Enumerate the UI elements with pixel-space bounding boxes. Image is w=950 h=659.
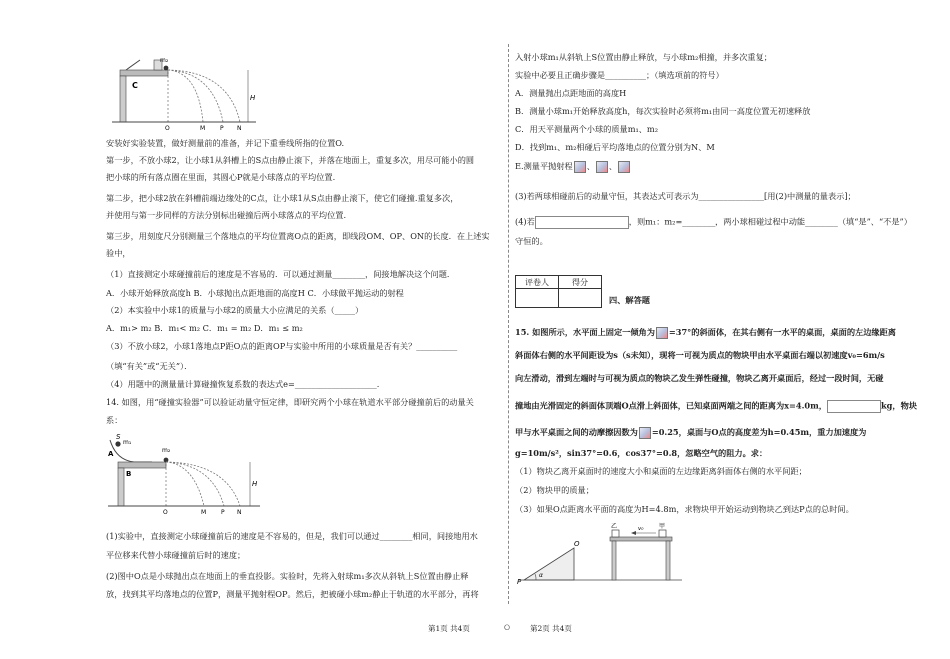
right-line-3: B．测量小球m₁开始释放高度h，每次实验时必须将m₁由同一高度位置无初速释放 bbox=[515, 106, 811, 116]
grader-header-reviewer: 评卷人 bbox=[516, 276, 559, 289]
q15-line-2: 向左滑动，滑到左端时与可视为质点的物块乙发生弹性碰撞，物块乙离开桌面后，经过一段时间，无碰 bbox=[515, 373, 884, 383]
fig-top-label-c: C bbox=[132, 81, 138, 90]
left-line-7: （1）直接测定小球碰撞前后的速度是不容易的．可以通过测量________，间接地解决这个问题． bbox=[106, 269, 456, 279]
mu-formula-icon bbox=[639, 427, 651, 439]
footer-page-separator: ⭘ bbox=[504, 623, 510, 632]
collision-apparatus-figure-q14 bbox=[104, 430, 264, 516]
grader-cell-score[interactable] bbox=[559, 289, 602, 308]
left-line-9: （2）本实验中小球1的质量与小球2的质量大小应满足的关系（_____） bbox=[106, 305, 364, 315]
formula-image-icon bbox=[618, 161, 630, 173]
right-line-5: D．找到m₁、m₂相碰后平均落地点的位置分别为N、M bbox=[515, 142, 715, 152]
column-divider bbox=[508, 44, 509, 604]
left-line-10: A．m₁> m₂ B．m₁< m₂ C．m₁ = m₂ D．m₁ ≤ m₂ bbox=[106, 323, 303, 333]
left-line-8: A．小球开始释放高度h B．小球抛出点距地面的高度H C．小球做平抛运动的射程 bbox=[106, 288, 404, 298]
fig-top-label-o: O bbox=[165, 125, 170, 132]
left-line-15: 系： bbox=[106, 415, 123, 425]
fig-top-label-h: H bbox=[250, 94, 256, 102]
left-line-1: 第一步，不放小球2，让小球1从斜槽上的S点由静止滚下，并落在地面上，重复多次，用尽可能小的圆 bbox=[106, 155, 475, 165]
fig14-label-p: P bbox=[221, 509, 225, 516]
left-line-0: 安装好实验装置，做好测量前的准备，并记下重垂线所指的位置O. bbox=[106, 138, 345, 148]
right-line-4: C．用天平测量两个小球的质量m₁、m₂ bbox=[515, 124, 658, 134]
left-line-12: （填“有关”或“无关”）． bbox=[106, 361, 193, 371]
q15-text-3b: kg，物块 bbox=[880, 400, 917, 411]
q15-sub-1: （1）物块乙离开桌面时的速度大小和桌面的左边缘距离斜面体右侧的水平间距； bbox=[515, 466, 807, 476]
right-line-e-text: E.测量平抛射程 bbox=[515, 161, 573, 171]
left-line-11: （3）不放小球2，小球1落地点P距O点的距离OP与实验中所用的小球质量是否有关？__________ bbox=[106, 341, 458, 351]
section-title: 四、解答题 bbox=[609, 295, 650, 305]
collision-apparatus-figure-top bbox=[108, 50, 258, 132]
q15-sub-2: （2）物块甲的质量； bbox=[515, 485, 594, 495]
right-line-2: A．测量抛出点距地面的高度H bbox=[515, 88, 627, 98]
fig15-label-alpha: α bbox=[539, 572, 543, 579]
fig14-label-a: A bbox=[108, 450, 114, 458]
left-bottom-line-2: (2)图中O点是小球抛出点在地面上的垂直投影。实验时，先将入射球m₁多次从斜轨上S位置由静止释 bbox=[106, 571, 469, 581]
fig15-label-p: P bbox=[517, 578, 522, 586]
fig14-label-m1: m₁ bbox=[123, 439, 132, 446]
right-line-e: E.测量平抛射程 、 、 bbox=[515, 161, 631, 173]
fig-top-label-m2: m₂ bbox=[160, 57, 169, 64]
q15-line-0 bbox=[515, 327, 896, 339]
fig14-label-o: O bbox=[163, 509, 168, 516]
fig14-label-m: M bbox=[201, 509, 207, 516]
fig-top-label-n: N bbox=[237, 125, 242, 132]
fig15-label-v0: v₀ bbox=[638, 526, 644, 532]
right-q4-prefix: (4)若 bbox=[515, 216, 535, 227]
left-line-4: 并使用与第一步同样的方法分别标出碰撞后两小球落点的平均位置. bbox=[106, 210, 347, 220]
left-line-13: （4）用题中的测量量计算碰撞恢复系数的表达式e=____________________. bbox=[106, 379, 380, 389]
fig15-label-o: O bbox=[574, 540, 580, 548]
q15-sub-3: （3）如果O点距离水平面的高度为H=4.8m，求物块甲开始运动到物块乙到达P点的总时间。 bbox=[515, 504, 854, 514]
fig14-label-b: B bbox=[126, 470, 132, 478]
q15-text-0b: =37°的斜面体，在其右侧有一水平的桌面，桌面的左边缘距离 bbox=[668, 327, 896, 337]
fig-top-label-m: M bbox=[200, 125, 206, 132]
right-line-0: 入射小球m₁从斜轨上S位置由静止释放，与小球m₂相撞，并多次重复； bbox=[515, 52, 772, 62]
q15-text-4a: 甲与水平桌面之间的动摩擦因数为 bbox=[515, 427, 638, 437]
fig15-label-jia: 甲 bbox=[659, 523, 666, 530]
q15-line-5: g=10m/s²，sin37°=0.6，cos37°=0.8，忽略空气的阻力。求： bbox=[515, 448, 768, 458]
fig14-label-n: N bbox=[237, 509, 242, 516]
incline-table-figure-q15 bbox=[514, 520, 686, 586]
alpha-formula-icon bbox=[656, 327, 668, 339]
left-bottom-line-0: (1)实验中，直接测定小球碰撞前后的速度是不容易的，但是，我们可以通过________相同，间接地用水 bbox=[106, 531, 478, 541]
grader-header-score: 得分 bbox=[559, 276, 602, 289]
q15-text-0a: 15. 如图所示，水平面上固定一倾角为 bbox=[515, 327, 655, 337]
fig14-label-m2: m₂ bbox=[162, 447, 171, 454]
right-q4c: 守恒的。 bbox=[515, 236, 548, 246]
right-q4-rest: ，则m₁：m₂=________，两小球相碰过程中动能________（填“是”、“不是”） bbox=[628, 216, 912, 227]
fig-top-label-p: P bbox=[220, 125, 224, 132]
grader-cell-reviewer[interactable] bbox=[516, 289, 559, 308]
formula-image-icon bbox=[596, 161, 608, 173]
right-line-1: 实验中必要且正确步骤是__________；（填选项前的符号） bbox=[515, 70, 724, 80]
mass-formula-icon bbox=[827, 400, 881, 413]
formula-image-icon bbox=[535, 216, 629, 229]
footer-page-left: 第1页 共4页 bbox=[428, 624, 470, 633]
fig14-label-h: H bbox=[252, 480, 258, 488]
left-line-14: 14. 如图，用“碰撞实验器”可以验证动量守恒定律，即研究两个小球在轨道水平部分碰撞前后的动量关 bbox=[106, 397, 474, 407]
left-line-2: 把小球的所有落点圈在里面，其圆心P就是小球落点的平均位置. bbox=[106, 172, 336, 182]
left-bottom-line-3: 放，找到其平均落地点的位置P，测量平抛射程OP。然后，把被碰小球m₂静止于轨道的水平部分，再将 bbox=[106, 589, 479, 599]
fig14-label-s: S bbox=[116, 433, 121, 441]
left-bottom-line-1: 平位移来代替小球碰撞前后时的速度； bbox=[106, 550, 246, 560]
q15-text-3a: 撞地由光滑固定的斜面体顶端O点滑上斜面体，已知桌面两端之间的距离为x=4.0m， bbox=[515, 400, 827, 411]
right-q3: (3)若两球相碰前后的动量守恒，其表达式可表示为________________[用(2)中测量的量表示]； bbox=[515, 191, 856, 201]
right-q4 bbox=[515, 216, 912, 229]
q15-line-4 bbox=[515, 427, 866, 439]
q15-text-4b: =0.25，桌面与O点的高度差为h=0.45m，重力加速度为 bbox=[651, 427, 867, 437]
left-line-6: 验中， bbox=[106, 248, 131, 258]
q15-line-3 bbox=[515, 400, 917, 413]
fig15-label-yi: 乙 bbox=[611, 523, 618, 530]
grader-table bbox=[515, 275, 602, 308]
left-line-3: 第二步，把小球2放在斜槽前端边缘处的C点，让小球1从S点由静止滚下，使它们碰撞.重复多次， bbox=[106, 193, 459, 203]
formula-image-icon bbox=[574, 161, 586, 173]
left-line-5: 第三步，用刻度尺分别测量三个落地点的平均位置离O点的距离，即线段OM、OP、ON的长度．在上述实 bbox=[106, 231, 490, 241]
footer-page-right: 第2页 共4页 bbox=[530, 624, 572, 633]
q15-line-1: 斜面体右侧的水平间距设为s（s未知），现将一可视为质点的物块甲由水平桌面右端以初速度v₀=6m/s bbox=[515, 350, 885, 360]
